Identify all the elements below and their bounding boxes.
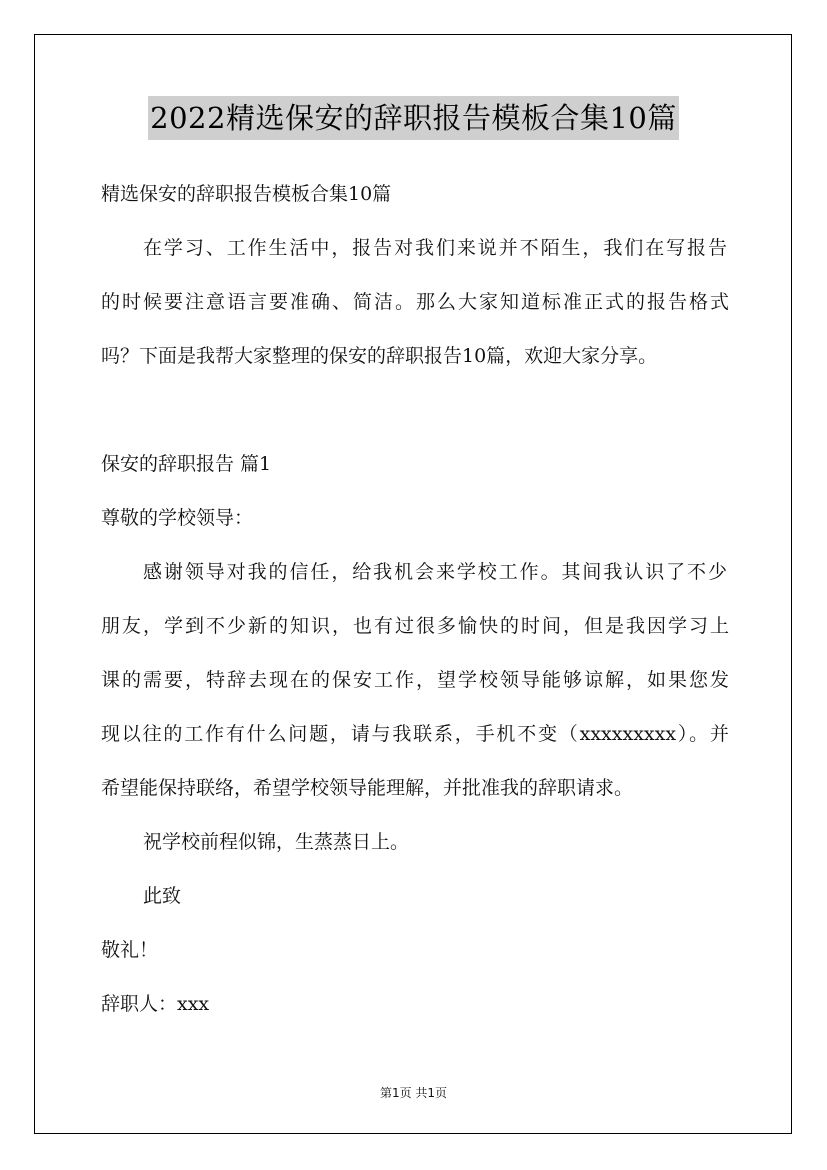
intro-line-2: 的时候要注意语言要准确、简洁。那么大家知道标准正式的报告格式 [101, 291, 729, 313]
closing-cizhi: 此致 [143, 885, 182, 907]
title-container [0, 96, 827, 140]
body-line-3: 课的需要，特辞去现在的保安工作，望学校领导能够谅解，如果您发 [101, 669, 729, 691]
body-line-1: 感谢领导对我的信任，给我机会来学校工作。其间我认识了不少 [143, 561, 727, 583]
salutation: 尊敬的学校领导： [101, 507, 254, 529]
body-line-2: 朋友，学到不少新的知识，也有过很多愉快的时间，但是我因学习上 [101, 615, 729, 637]
document-subtitle: 精选保安的辞职报告模板合集10篇 [101, 183, 392, 205]
signature: 辞职人：xxx [101, 993, 210, 1015]
closing-jingli: 敬礼！ [101, 939, 159, 961]
intro-line-1: 在学习、工作生活中，报告对我们来说并不陌生，我们在写报告 [143, 237, 727, 259]
body-line-5: 希望能保持联络，希望学校领导能理解，并批准我的辞职请求。 [101, 777, 634, 799]
intro-line-3: 吗？下面是我帮大家整理的保安的辞职报告10篇，欢迎大家分享。 [101, 345, 658, 367]
body-line-4: 现以往的工作有什么问题，请与我联系，手机不变（xxxxxxxxx）。并 [101, 723, 729, 745]
page-footer: 第1页 共1页 [379, 1086, 448, 1100]
document-title: 2022精选保安的辞职报告模板合集10篇 [148, 96, 679, 140]
wish-line: 祝学校前程似锦，生蒸蒸日上。 [143, 831, 410, 853]
section-heading: 保安的辞职报告 篇1 [101, 453, 272, 475]
